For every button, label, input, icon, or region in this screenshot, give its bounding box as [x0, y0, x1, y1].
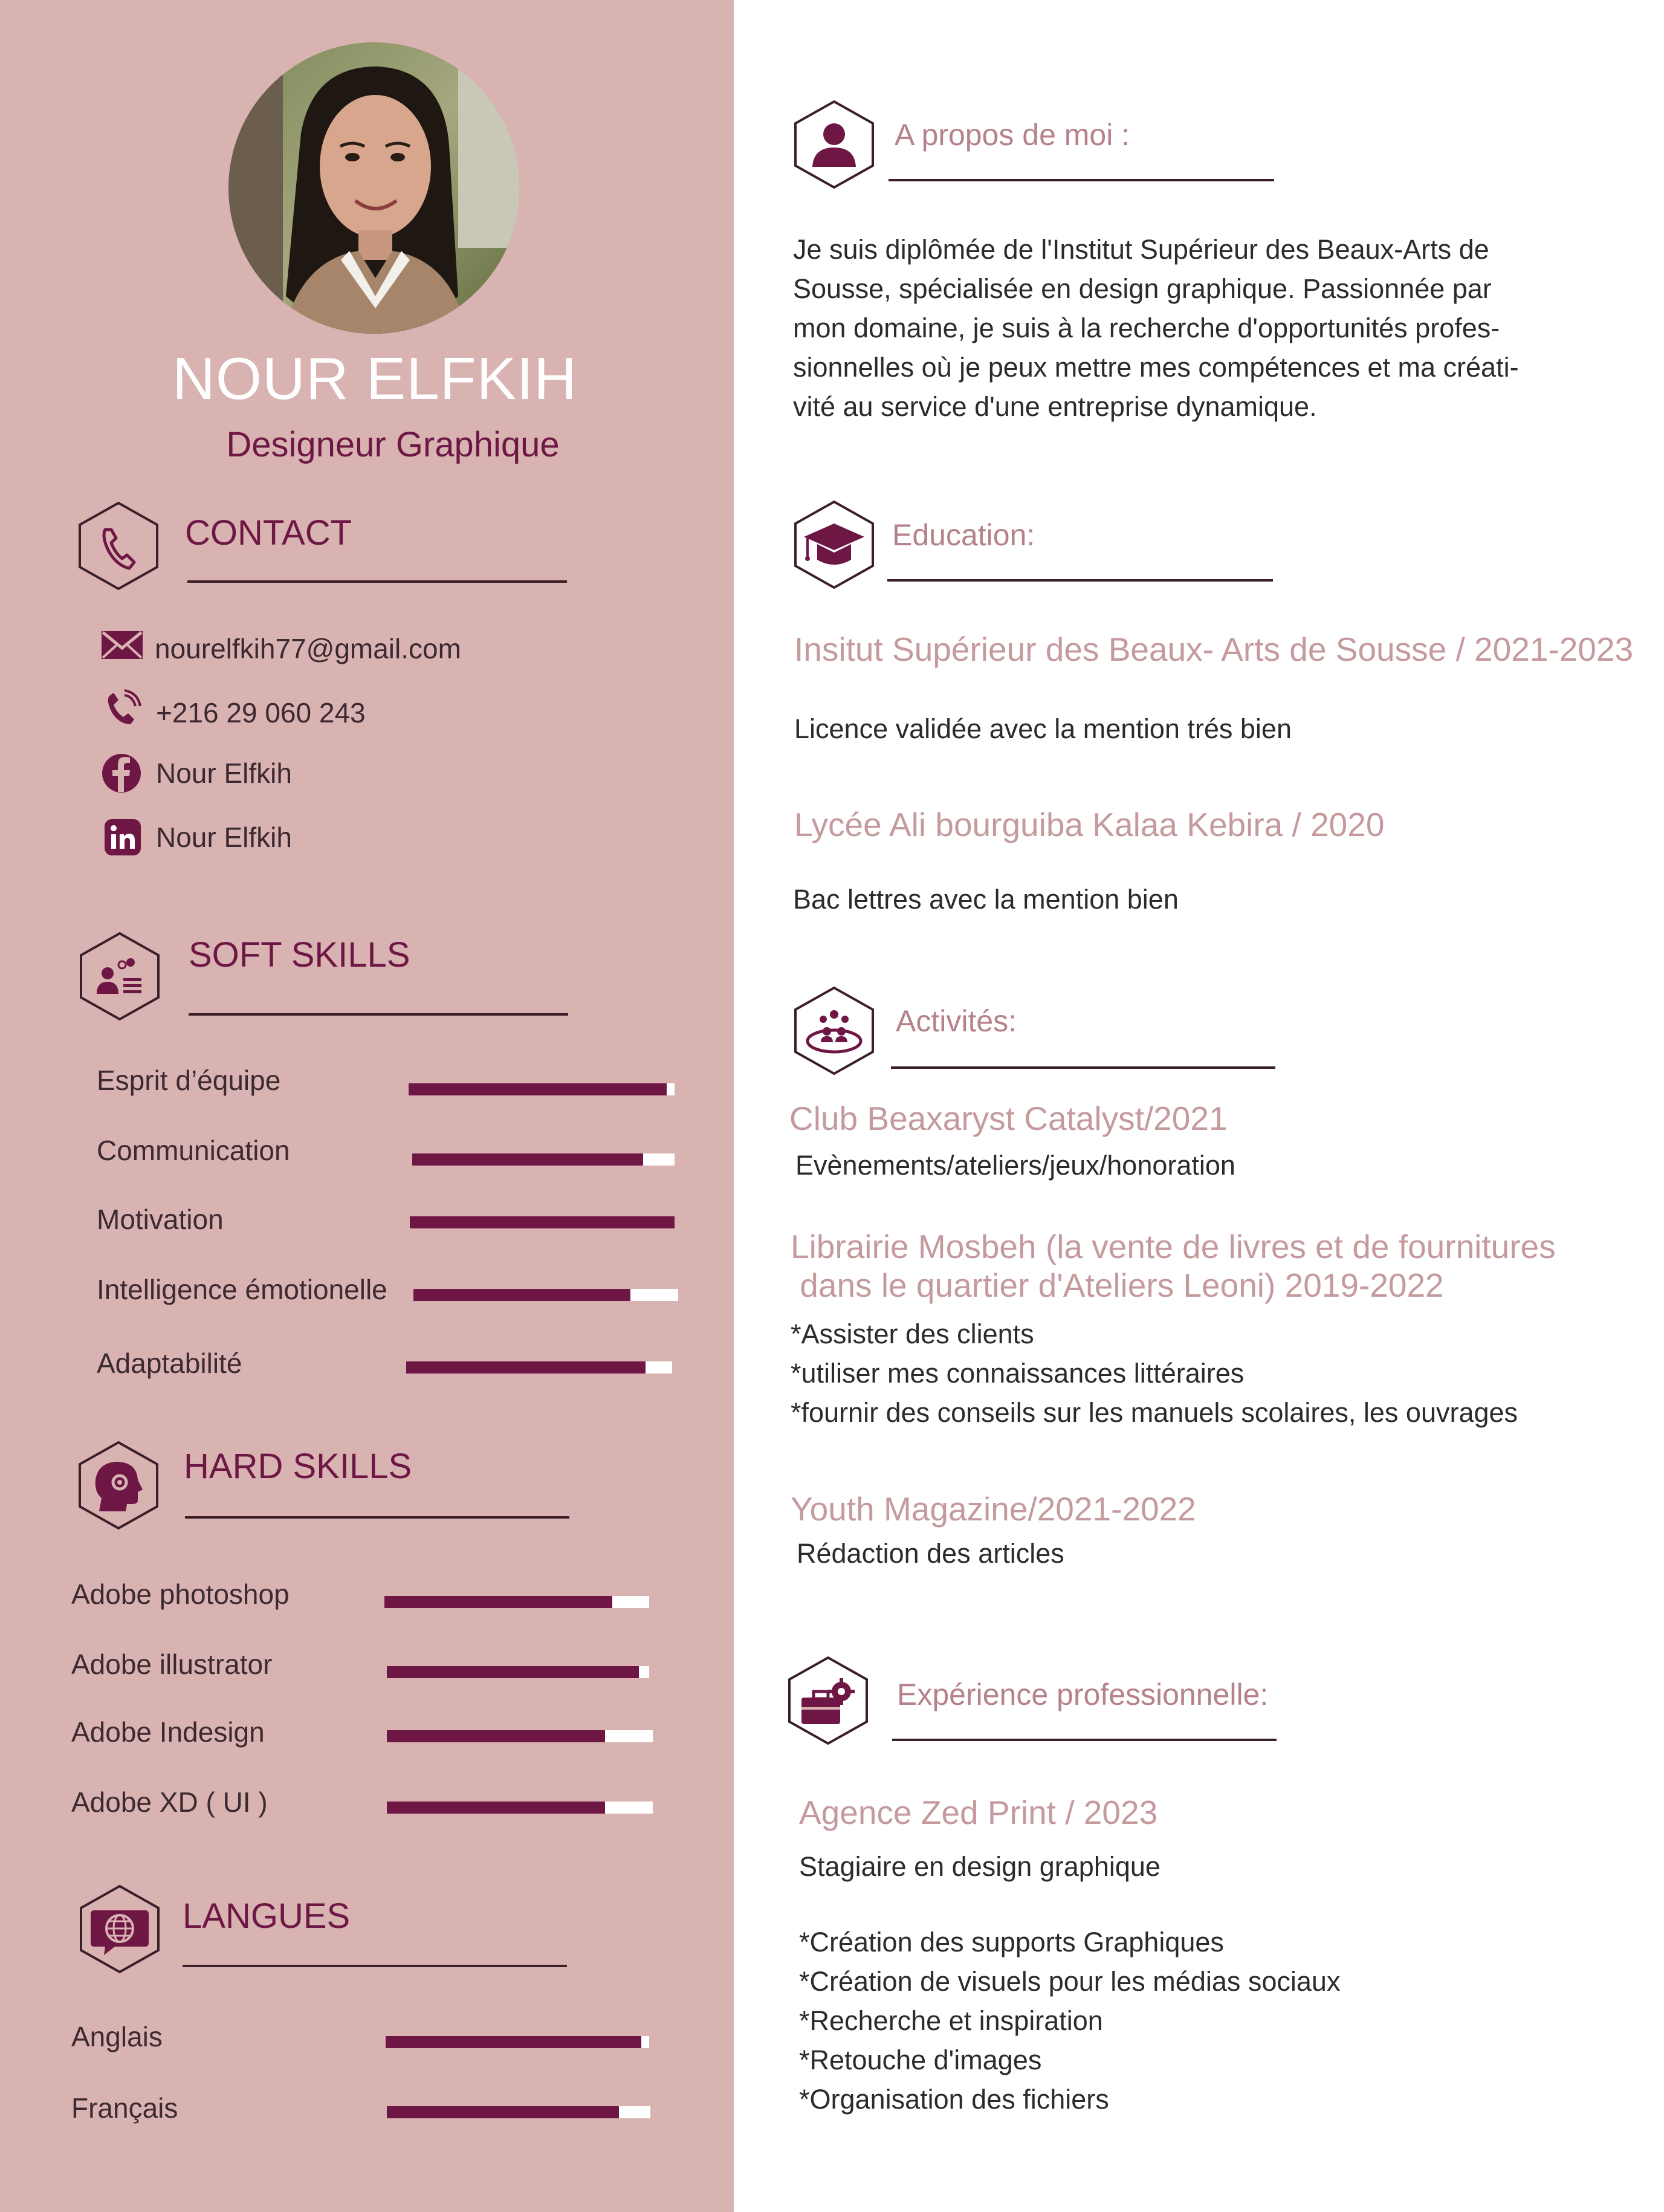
hard-skill-bar-fill: [387, 1666, 639, 1678]
experience-task: *Création de visuels pour les médias sociaux: [799, 1966, 1341, 1997]
soft-skill-bar-fill: [413, 1289, 630, 1301]
about-title: A propos de moi :: [895, 118, 1130, 152]
soft-skill-label: Communication: [97, 1135, 290, 1166]
group-hex-icon: [793, 985, 875, 1076]
languages-hex-icon: [79, 1884, 161, 1974]
person-hex-icon: [793, 99, 875, 190]
about-rule: [889, 179, 1274, 181]
soft-skill-bar-fill: [406, 1361, 646, 1374]
soft-skill-label: Intelligence émotionelle: [97, 1274, 387, 1305]
hard-skill-bar: [387, 1730, 653, 1742]
briefcase-gear-hex-icon: [787, 1655, 869, 1746]
about-line: vité au service d'une entreprise dynamique.: [793, 391, 1317, 422]
facebook-icon: [102, 753, 141, 793]
contact-rule: [187, 580, 567, 583]
soft-skill-bar: [409, 1083, 675, 1095]
hard-skill-bar-fill: [384, 1596, 612, 1608]
experience-task: *Création des supports Graphiques: [799, 1927, 1224, 1957]
activities-rule: [891, 1066, 1275, 1069]
soft-skills-title: SOFT SKILLS: [189, 935, 410, 975]
experience-task: *Recherche et inspiration: [799, 2005, 1103, 2036]
hard-skills-title: HARD SKILLS: [184, 1447, 412, 1486]
activity-list-item: *Assister des clients: [791, 1318, 1034, 1349]
soft-skills-rule: [189, 1013, 568, 1016]
hard-skills-hex-icon: [77, 1440, 160, 1531]
language-bar: [387, 2106, 650, 2118]
experience-entry-role: Stagiaire en design graphique: [799, 1851, 1161, 1882]
experience-task: *Retouche d'images: [799, 2045, 1042, 2075]
education-entry-title: Insitut Supérieur des Beaux- Arts de Sousse / 2021-2023: [794, 631, 1634, 668]
activity-entry-title-line1: Librairie Mosbeh (la vente de livres et de fournitures: [791, 1228, 1556, 1265]
email-icon: [100, 630, 144, 660]
language-bar-fill: [387, 2106, 619, 2118]
hard-skill-bar-fill: [387, 1730, 605, 1742]
activity-entry-title: Club Beaxaryst Catalyst/2021: [789, 1100, 1228, 1137]
education-entry-title: Lycée Ali bourguiba Kalaa Kebira / 2020: [794, 806, 1385, 843]
language-bar: [386, 2036, 649, 2048]
activities-title: Activités:: [896, 1004, 1017, 1038]
person-role: Designeur Graphique: [226, 425, 560, 464]
activity-list-item: *fournir des conseils sur les manuels scolaires, les ouvrages: [791, 1397, 1518, 1428]
hard-skill-bar: [387, 1802, 653, 1814]
soft-skill-bar: [412, 1153, 675, 1166]
language-label: Anglais: [71, 2021, 163, 2052]
language-bar-fill: [386, 2036, 641, 2048]
experience-entry-title: Agence Zed Print / 2023: [799, 1794, 1158, 1831]
soft-skill-bar-fill: [409, 1083, 667, 1095]
contact-title: CONTACT: [185, 513, 352, 553]
about-paragraph: [793, 230, 1519, 426]
soft-skill-label: Esprit d’équipe: [97, 1065, 281, 1096]
experience-rule: [892, 1739, 1277, 1741]
hard-skill-bar-fill: [387, 1802, 605, 1814]
activity-entry-title-line2: dans le quartier d'Ateliers Leoni) 2019-2022: [791, 1267, 1444, 1304]
email-text[interactable]: nourelfkih77@gmail.com: [155, 633, 461, 664]
activity-list-item: *utiliser mes connaissances littéraires: [791, 1358, 1245, 1389]
about-line: mon domaine, je suis à la recherche d'opportunités profes-: [793, 313, 1500, 343]
linkedin-icon: [104, 819, 141, 856]
hard-skill-label: Adobe XD ( UI ): [71, 1786, 268, 1818]
activity-entry-detail: Evènements/ateliers/jeux/honoration: [795, 1150, 1235, 1181]
languages-title: LANGUES: [183, 1896, 351, 1936]
sidebar: [0, 0, 734, 2212]
person-name: NOUR ELFKIH: [172, 345, 577, 412]
experience-task-list: [799, 1922, 1340, 2119]
phone-text[interactable]: +216 29 060 243: [156, 697, 366, 728]
facebook-text[interactable]: Nour Elfkih: [156, 757, 292, 789]
soft-skill-bar-fill: [410, 1216, 675, 1228]
soft-skill-label: Motivation: [97, 1204, 224, 1235]
soft-skills-hex-icon: [79, 931, 161, 1022]
education-title: Education:: [892, 518, 1035, 552]
activity-entry-title: Youth Magazine/2021-2022: [791, 1490, 1196, 1528]
main-content: [734, 0, 1664, 2212]
hard-skill-label: Adobe illustrator: [71, 1649, 273, 1680]
education-entry-detail: Bac lettres avec la mention bien: [793, 884, 1179, 915]
activity-entry-list: [791, 1314, 1518, 1432]
phone-icon: [104, 689, 141, 727]
linkedin-text[interactable]: Nour Elfkih: [156, 822, 292, 853]
about-line: Je suis diplômée de l'Institut Supérieur des Beaux-Arts de: [793, 234, 1489, 265]
hard-skill-label: Adobe photoshop: [71, 1578, 290, 1610]
soft-skill-bar: [413, 1289, 678, 1301]
hard-skills-rule: [185, 1516, 569, 1519]
soft-skill-bar-fill: [412, 1153, 643, 1166]
hard-skill-label: Adobe Indesign: [71, 1716, 265, 1748]
phone-hex-icon: [77, 501, 160, 591]
graduation-cap-hex-icon: [793, 499, 875, 590]
language-label: Français: [71, 2092, 178, 2124]
hard-skill-bar: [387, 1666, 649, 1678]
about-line: Sousse, spécialisée en design graphique. Passionnée par: [793, 273, 1492, 304]
experience-task: *Organisation des fichiers: [799, 2084, 1109, 2115]
soft-skill-bar: [406, 1361, 672, 1374]
activity-entry-detail: Rédaction des articles: [797, 1538, 1064, 1569]
soft-skill-label: Adaptabilité: [97, 1348, 242, 1379]
education-entry-detail: Licence validée avec la mention trés bien: [794, 713, 1292, 744]
languages-rule: [183, 1965, 567, 1967]
education-rule: [887, 579, 1273, 582]
hard-skill-bar: [384, 1596, 649, 1608]
about-line: sionnelles où je peux mettre mes compétences et ma créati-: [793, 352, 1519, 383]
experience-title: Expérience professionnelle:: [897, 1678, 1269, 1711]
profile-photo: [228, 42, 520, 334]
soft-skill-bar: [410, 1216, 675, 1228]
